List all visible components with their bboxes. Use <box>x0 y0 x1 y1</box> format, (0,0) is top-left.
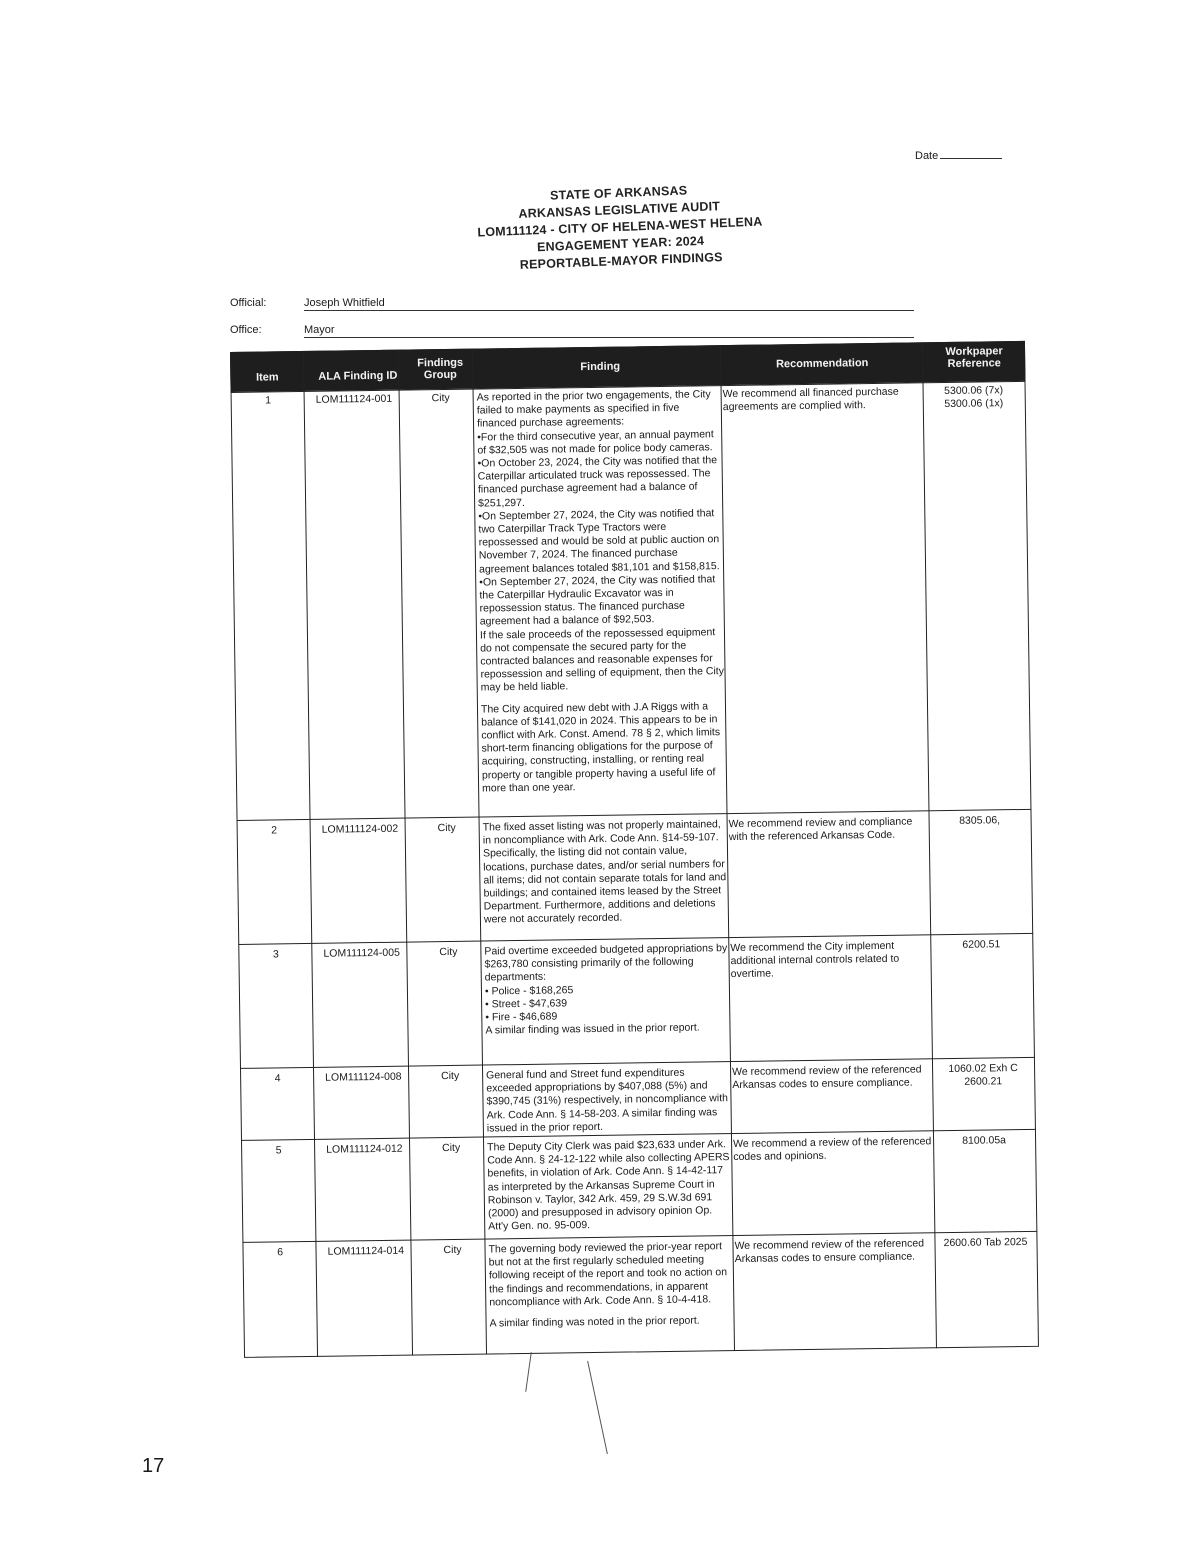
row-finding-id: LOM111124-002 <box>321 822 399 836</box>
row-item-number: 2 <box>271 824 278 837</box>
workpaper-ref: 2600.21 <box>964 1075 1003 1089</box>
workpaper-ref: 1060.02 Exh C <box>948 1062 1018 1076</box>
header-item: Item <box>255 371 279 384</box>
row-item-number: 5 <box>275 1144 282 1157</box>
row-finding-text <box>488 1240 733 1331</box>
finding-paragraph: If the sale proceeds of the repossessed equipment do not compensate the secured party for the contracted balances and reasonable expenses for repossession and selling of equipment, then the City may be held liable. <box>479 625 724 695</box>
row-findings-group: City <box>442 1141 461 1155</box>
date-blank-line <box>940 158 1002 159</box>
row-workpaper-reference <box>933 1062 1033 1090</box>
table-row <box>231 381 1032 820</box>
date-field <box>915 150 1002 162</box>
header-workpaper-reference: Workpaper Reference <box>945 345 1003 370</box>
workpaper-ref: 2600.60 Tab 2025 <box>943 1235 1028 1250</box>
header-recommendation: Recommendation <box>775 357 869 371</box>
header-entity: LOM111124 - CITY OF HELENA-WEST HELENA <box>477 214 763 240</box>
row-findings-group: City <box>441 1069 460 1083</box>
row-recommendation: We recommend review of the referenced Arkansas codes to ensure compliance. <box>732 1063 922 1092</box>
office-value: Mayor <box>304 324 914 338</box>
header-agency: ARKANSAS LEGISLATIVE AUDIT <box>518 199 721 221</box>
row-finding-text <box>484 942 729 1038</box>
row-item-number: 6 <box>277 1246 284 1259</box>
row-findings-group: City <box>439 945 458 959</box>
row-workpaper-reference <box>924 384 1024 412</box>
date-label: Date <box>915 150 939 162</box>
official-label: Official: <box>230 297 267 309</box>
row-workpaper-reference <box>935 1236 1035 1251</box>
finding-bullet: • Fire - $46,689 <box>485 1010 558 1024</box>
table-row <box>242 1231 1039 1358</box>
office-label: Office: <box>230 324 262 336</box>
workpaper-ref: 8305.06, <box>959 814 1001 827</box>
finding-paragraph: A similar finding was noted in the prior report. <box>489 1314 700 1330</box>
finding-bullet: • Police - $168,265 <box>484 983 574 998</box>
row-finding-id: LOM111124-014 <box>327 1244 405 1258</box>
finding-paragraph: The fixed asset listing was not properly maintained, in noncompliance with Ark. Code Ann. §14-59-107. Specifically, the listing did not contain value, locations, purchase dates, and/or serial numbers for all items; did not contain separate totals for land and buildings; and contained items leased by the Street Department. Furthermore, additions and deletions were not accurately recorded. <box>482 818 727 926</box>
pen-stroke <box>525 1352 532 1392</box>
finding-paragraph: The governing body reviewed the prior-year report but not at the first regularly scheduled meeting following receipt of the report and took no action on the findings and recommendations, in apparent noncompliance with Ark. Code Ann. § 10-4-418. <box>488 1240 728 1309</box>
header-state: STATE OF ARKANSAS <box>549 183 688 203</box>
row-finding-id: LOM111124-005 <box>323 946 400 960</box>
row-finding-text <box>487 1138 732 1234</box>
page-number: 17 <box>142 1455 165 1477</box>
finding-paragraph: •For the third consecutive year, an annual payment of $32,505 was not made for police body cameras. <box>477 427 714 457</box>
workpaper-ref: 6200.51 <box>962 938 1001 951</box>
pen-stroke <box>587 1361 608 1454</box>
row-workpaper-reference <box>931 938 1031 953</box>
row-item-number: 4 <box>274 1072 281 1085</box>
table-row <box>240 1057 1036 1140</box>
table-row <box>238 933 1035 1068</box>
header-year: ENGAGEMENT YEAR: 2024 <box>536 233 705 255</box>
finding-paragraph: •On October 23, 2024, the City was notified that the Caterpillar articulated truck was repossessed. The financed purchase agreement had a balance of $251,297. <box>477 454 718 510</box>
finding-paragraph: The City acquired new debt with J.A Riggs with a balance of $141,020 in 2024. This appears to be in conflict with Ark. Const. Amend. 78 § 2, which limits short-term financing obligations for the purpose of acquiring, constructing, installing, or renting real property or tangible property having a useful life of more than one year. <box>480 700 721 795</box>
finding-paragraph: •On September 27, 2024, the City was notified that two Caterpillar Track Type Tractors were repossessed and would be sold at public auction on November 7, 2024. The financed purchase agreement balances totaled $81,101 and $158,815. <box>478 507 720 576</box>
row-finding-text <box>486 1066 731 1135</box>
header-finding: Finding <box>580 360 621 374</box>
row-findings-group: City <box>443 1243 462 1257</box>
row-item-number: 1 <box>265 394 272 407</box>
row-recommendation: We recommend all financed purchase agreements are complied with. <box>722 385 899 414</box>
finding-paragraph: •On September 27, 2024, the City was notified that the Caterpillar Hydraulic Excavator was in repossession status. The financed purchase agreement had a balance of $92,503. <box>479 573 716 628</box>
header-finding-id: ALA Finding ID <box>318 369 398 383</box>
finding-paragraph: As reported in the prior two engagements, the City failed to make payments as specified in five financed purchase agreements: <box>476 388 711 430</box>
row-item-number: 3 <box>272 948 279 961</box>
table-row <box>241 1129 1037 1242</box>
row-recommendation: We recommend review and compliance with the referenced Arkansas Code. <box>728 815 913 844</box>
workpaper-ref: 8100.05a <box>962 1134 1007 1147</box>
row-recommendation: We recommend the City implement additional internal controls related to overtime. <box>730 939 900 981</box>
findings-table <box>230 341 1039 1358</box>
finding-paragraph: A similar finding was issued in the prior report. <box>485 1021 700 1037</box>
row-finding-text <box>483 818 728 927</box>
workpaper-ref: 5300.06 (7x) <box>944 384 1004 398</box>
row-findings-group: City <box>431 391 450 405</box>
header-report-type: REPORTABLE-MAYOR FINDINGS <box>519 250 723 272</box>
row-finding-id: LOM111124-008 <box>325 1070 402 1084</box>
finding-paragraph: Paid overtime exceeded budgeted appropriations by $263,780 consisting primarily of the following departments: <box>484 942 728 984</box>
row-findings-group: City <box>437 821 456 835</box>
finding-bullet: • Street - $47,639 <box>485 997 568 1011</box>
row-finding-text <box>477 388 727 795</box>
workpaper-ref: 5300.06 (1x) <box>944 397 1004 411</box>
finding-paragraph: General fund and Street fund expenditures exceeded appropriations by $407,088 (5%) and $390,745 (31%) respectively, in noncompliance with Ark. Code Ann. § 14-58-203. A similar finding was issued in the prior report. <box>486 1066 729 1135</box>
row-recommendation: We recommend a review of the referenced codes and opinions. <box>733 1135 932 1164</box>
table-row <box>237 809 1034 944</box>
finding-paragraph: The Deputy City Clerk was paid $23,633 under Ark. Code Ann. § 24-12-122 while also collecting APERS benefits, in violation of Ark. Code Ann. § 14-42-117 as interpreted by the Arkansas Supreme Court in Robinson v. Taylor, 342 Ark. 459, 29 S.W.3d 691 (2000) and presupposed in advisory opinion Op. Att'y Gen. no. 95-009. <box>487 1138 730 1233</box>
row-finding-id: LOM111124-001 <box>315 392 393 406</box>
header-findings-group: Findings Group <box>417 356 464 382</box>
official-value: Joseph Whitfield <box>304 297 914 311</box>
row-finding-id: LOM111124-012 <box>326 1142 403 1156</box>
row-workpaper-reference <box>930 814 1030 829</box>
row-workpaper-reference <box>934 1134 1034 1149</box>
row-recommendation: We recommend review of the referenced Arkansas codes to ensure compliance. <box>734 1237 925 1266</box>
report-header <box>468 179 771 275</box>
